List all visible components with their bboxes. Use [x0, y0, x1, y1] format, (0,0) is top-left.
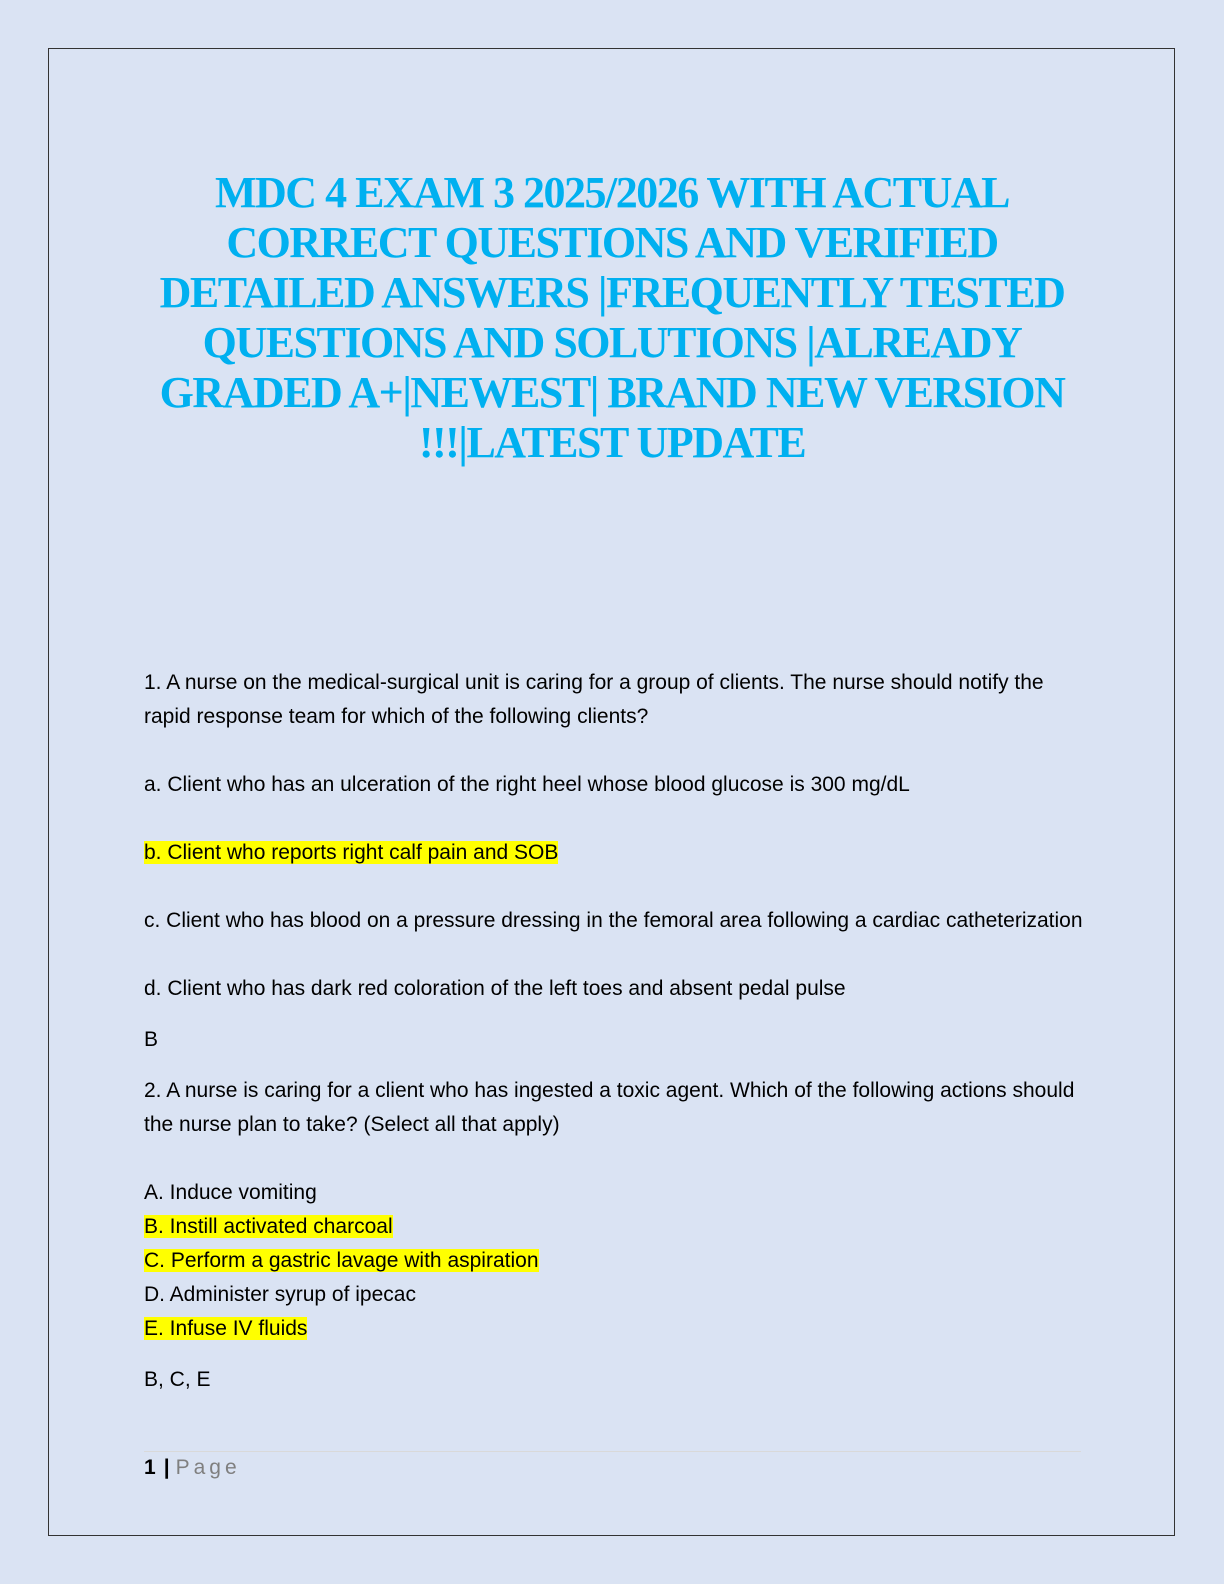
- document-body: [144, 666, 1084, 1397]
- page-footer: [144, 1451, 241, 1485]
- page-number: 1: [144, 1456, 156, 1479]
- question-2-answer: B, C, E: [144, 1368, 211, 1391]
- question-2-option-a: A. Induce vomiting: [144, 1181, 317, 1204]
- highlight: B. Instill activated charcoal: [144, 1215, 393, 1238]
- question-2-option-e: [144, 1312, 1084, 1346]
- document-title: MDC 4 EXAM 3 2025/2026 WITH ACTUAL CORRECT QUESTIONS AND VERIFIED DETAILED ANSWERS |FREQUENTLY TESTED QUESTIONS AND SOLUTIONS |ALREADY GRADED A+|NEWEST| BRAND NEW VERSION !!!|LATEST UPDATE: [159, 168, 1065, 467]
- highlight: C. Perform a gastric lavage with aspiration: [144, 1249, 539, 1272]
- question-2-option-c: [144, 1244, 1084, 1278]
- question-1-answer: B: [144, 1028, 159, 1051]
- question-1-option-c: c. Client who has blood on a pressure dressing in the femoral area following a cardiac catheterization: [144, 909, 1083, 932]
- highlight: E. Infuse IV fluids: [144, 1317, 308, 1340]
- footer-separator: |: [163, 1456, 170, 1479]
- footer-divider: [144, 1451, 1081, 1452]
- question-2-option-b: [144, 1210, 1084, 1244]
- question-1-option-d: d. Client who has dark red coloration of the left toes and absent pedal pulse: [144, 977, 846, 1000]
- question-1-option-b: [144, 836, 1084, 870]
- question-2-option-d: D. Administer syrup of ipecac: [144, 1283, 416, 1306]
- highlight: b. Client who reports right calf pain and SOB: [144, 841, 559, 864]
- page-label: Page: [175, 1456, 241, 1479]
- question-1-option-a: a. Client who has an ulceration of the right heel whose blood glucose is 300 mg/dL: [144, 773, 910, 796]
- question-2-stem: 2. A nurse is caring for a client who has ingested a toxic agent. Which of the following actions should the nurse plan to take? (Select all that apply): [144, 1079, 1075, 1136]
- question-1-stem: 1. A nurse on the medical-surgical unit is caring for a group of clients. The nurse should notify the rapid response team for which of the following clients?: [144, 671, 1044, 728]
